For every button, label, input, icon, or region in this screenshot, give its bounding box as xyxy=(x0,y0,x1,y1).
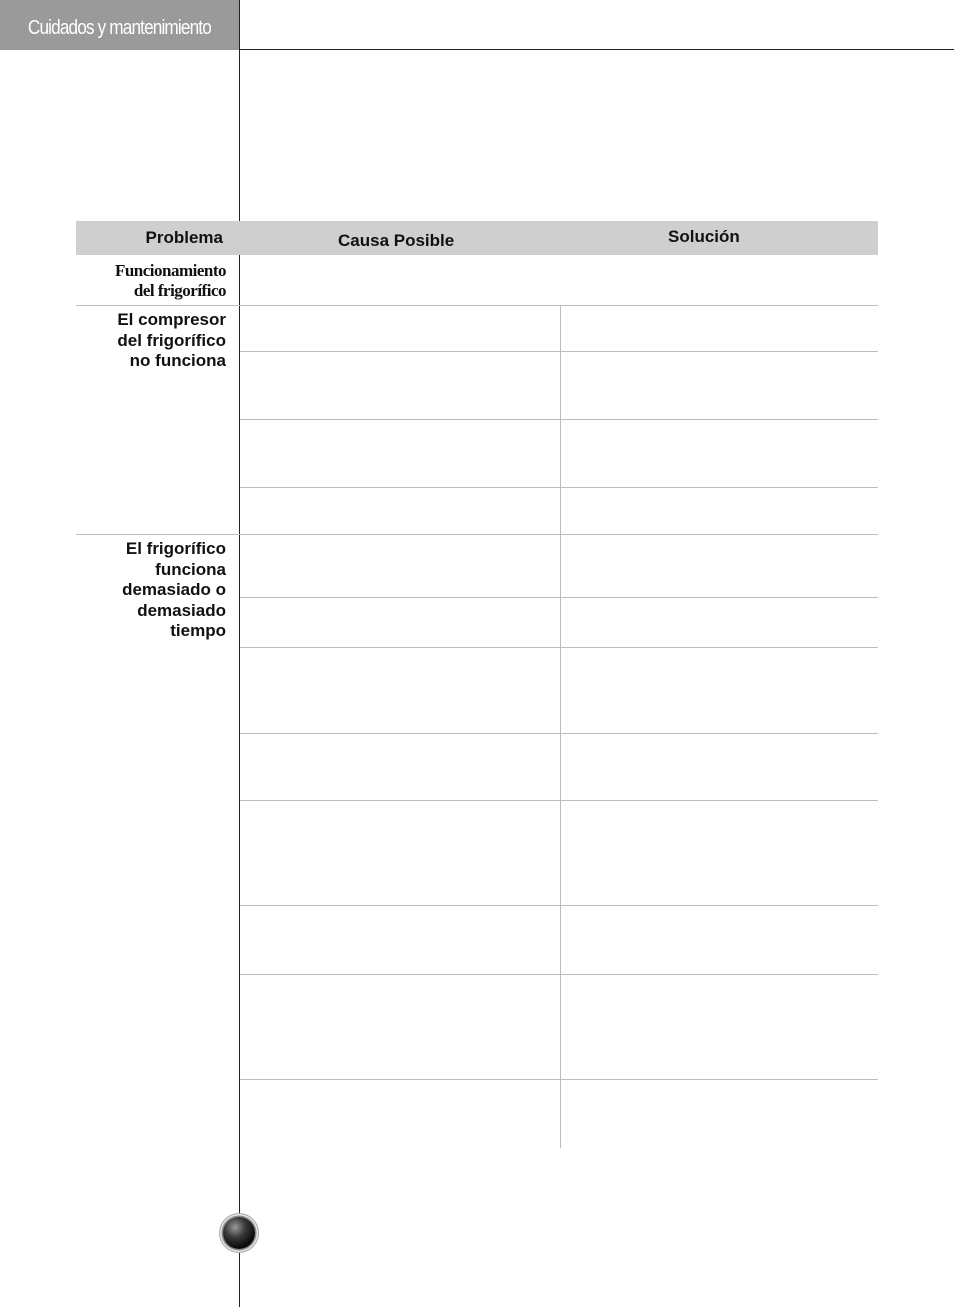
page-marker-dot xyxy=(223,1217,255,1249)
problem-label-line: El compresor xyxy=(117,310,226,329)
column-header-solution: Solución xyxy=(668,227,740,246)
section-heading xyxy=(76,261,226,301)
problem-label-line: no funciona xyxy=(129,351,226,370)
section-title-tab xyxy=(0,0,239,50)
problem-label-line: del frigorífico xyxy=(117,330,226,350)
row-divider xyxy=(240,647,878,648)
table-header xyxy=(76,221,878,255)
row-divider xyxy=(240,1079,878,1080)
row-divider xyxy=(240,800,878,801)
header-rule xyxy=(239,49,954,50)
column-header-problem: Problema xyxy=(145,228,223,247)
page-spine-line xyxy=(239,0,240,1307)
section-title: Cuidados y mantenimiento xyxy=(27,17,211,39)
row-divider xyxy=(240,351,878,352)
problem-label-line: funciona xyxy=(155,559,226,579)
column-divider xyxy=(560,306,561,1148)
row-divider xyxy=(240,905,878,906)
problem-label-line: El frigorífico xyxy=(125,539,226,558)
problem-label-line: demasiado o xyxy=(122,580,226,599)
section-heading-line: Funcionamiento xyxy=(114,261,226,280)
row-divider xyxy=(240,419,878,420)
row-divider xyxy=(240,733,878,734)
row-divider xyxy=(76,305,878,306)
section-heading-line: del frigorífico xyxy=(133,281,226,300)
row-divider xyxy=(76,534,878,535)
problem-label-runs-too-long xyxy=(76,539,226,642)
row-divider xyxy=(240,974,878,975)
problem-label-line: demasiado xyxy=(137,600,226,620)
row-divider xyxy=(240,597,878,598)
problem-label-compressor xyxy=(76,310,226,372)
row-divider xyxy=(240,487,878,488)
column-header-cause: Causa Posible xyxy=(338,231,455,250)
problem-label-line: tiempo xyxy=(170,621,226,640)
